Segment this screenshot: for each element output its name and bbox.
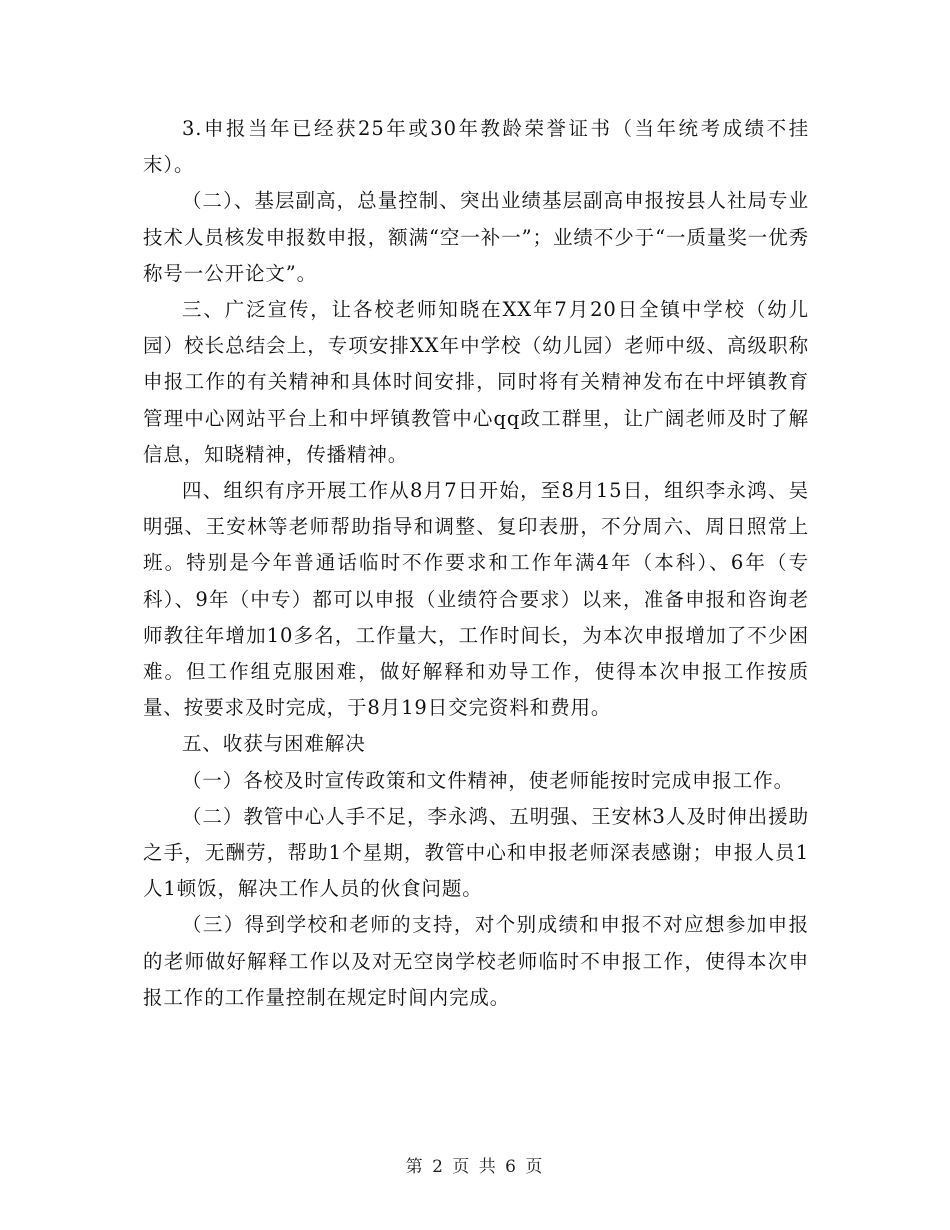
page-number-footer: 第 2 页 共 6 页 (405, 1157, 545, 1177)
paragraph-result-two: （二）教管中心人手不足，李永鸿、五明强、王安林3人及时伸出援助之手，无酬劳，帮助1个星期，教管中心和申报老师深表感谢；申报人员1人1顿饭，解决工作人员的伙食问题。 (143, 804, 809, 901)
paragraph-grassroots-senior: （二）、基层副高，总量控制、突出业绩基层副高申报按县人社局专业技术人员核发申报数申报，额满“空一补一”；业绩不少于“一质量奖一优秀称号一公开论文”。 (143, 189, 809, 285)
paragraph-organization: 四、组织有序开展工作从8月7日开始，至8月15日，组织李永鸿、吴明强、王安林等老师帮助指导和调整、复印表册，不分周六、周日照常上班。特别是今年普通话临时不作要求和工作年满4年（本科）、6年（专科）、9年（中专）都可以申报（业绩符合要求）以来，准备申报和咨询老师教往年增加10多名，工作量大，工作时间长，为本次申报增加了不少困难。但工作组克服困难，做好解释和劝导工作，使得本次申报工作按质量、按要求及时完成，于8月19日交完资料和费用。 (143, 479, 809, 720)
paragraph-result-one: （一）各校及时宣传政策和文件精神，使老师能按时完成申报工作。 (182, 768, 795, 792)
paragraph-publicity: 三、广泛宣传，让各校老师知晓在XX年7月20日全镇中学校（幼儿园）校长总结会上，专项安排XX年中学校（幼儿园）老师中级、高级职称申报工作的有关精神和具体时间安排，同时将有关精神发布在中坪镇教育管理中心网站平台上和中坪镇教管中心qq政工群里，让广阔老师及时了解信息，知晓精神，传播精神。 (143, 298, 809, 466)
paragraph-honor-certificate: 3.申报当年已经获25年或30年教龄荣誉证书（当年统考成绩不挂末）。 (143, 117, 809, 177)
paragraph-result-three: （三）得到学校和老师的支持，对个别成绩和申报不对应想参加申报的老师做好解释工作以及对无空岗学校老师临时不申报工作，使得本次申报工作的工作量控制在规定时间内完成。 (143, 913, 809, 1009)
section-heading-results: 五、收获与困难解决 (182, 732, 366, 756)
document-body (143, 111, 809, 1016)
